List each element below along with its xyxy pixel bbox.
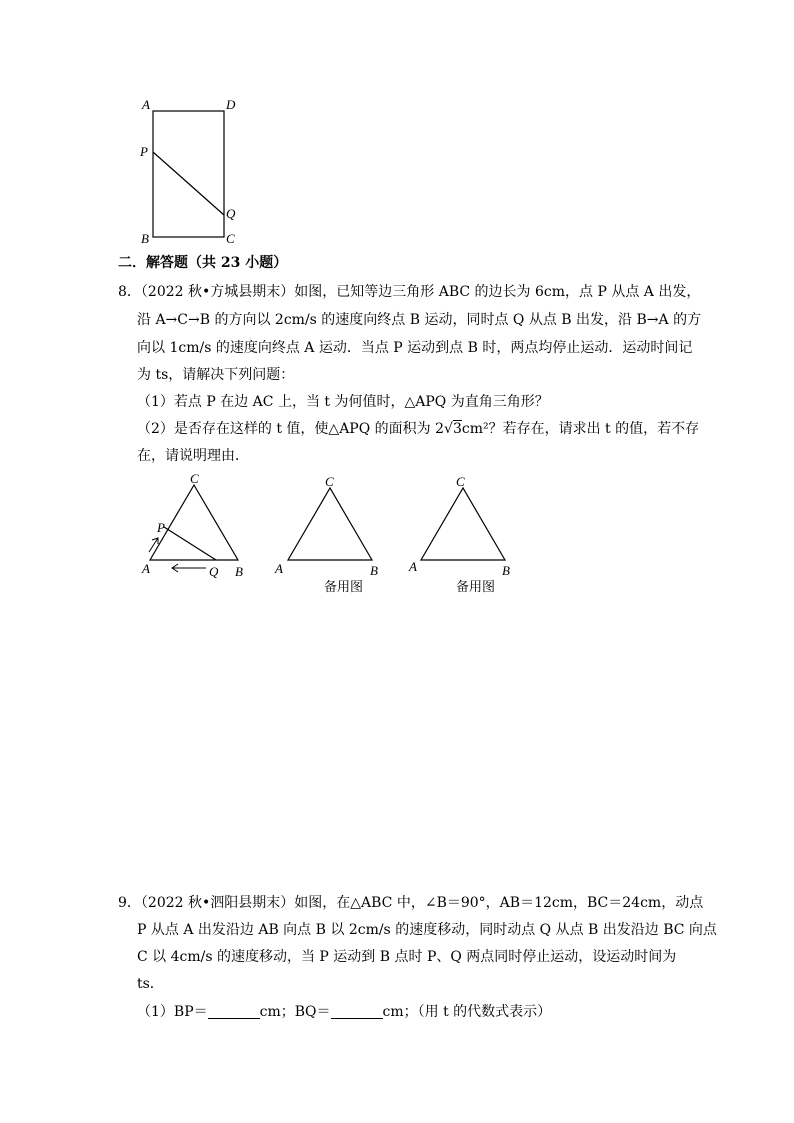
q8-figure-2-caption: 备用图 [324, 580, 364, 595]
label-a: A [142, 97, 150, 112]
q8-figure-1 [138, 470, 258, 582]
arrow-up-icon [149, 538, 158, 552]
label-a: A [275, 561, 283, 576]
answer-blank-bp[interactable] [208, 1004, 260, 1019]
sqrt-symbol: √ [444, 421, 453, 437]
q9-subquestion-1: （1）BP＝ cm；BQ＝ cm；（用 t 的代数式表示） [137, 1004, 552, 1020]
label-c: C [456, 474, 465, 489]
q8-number: 8． [118, 284, 141, 300]
label-c: C [325, 474, 334, 489]
triangle-abc [288, 488, 372, 560]
rectangle-figure [135, 95, 245, 247]
label-q: Q [226, 206, 236, 221]
q9-number: 9． [118, 895, 141, 911]
label-c: C [226, 231, 235, 246]
rectangle-abcd [153, 111, 224, 237]
q8-line2: 沿 A→C→B 的方向以 2cm/s 的速度向终点 B 运动，同时点 Q 从点 B 出发，沿 B→A 的方 [137, 312, 702, 328]
q9-line2: P 从点 A 出发沿边 AB 向点 B 以 2cm/s 的速度移动，同时动点 Q 从点 B 出发沿边 BC 向点 [137, 922, 717, 938]
q8-line3: 向以 1cm/s 的速度向终点 A 运动．当点 P 运动到点 B 时，两点均停止运动．运动时间记 [137, 340, 693, 356]
segment-pq [164, 527, 216, 560]
q8-subquestion-2: （2）是否存在这样的 t 值，使△APQ 的面积为 2√3cm²？若存在，请求出 t 的值，若不存 [137, 421, 700, 437]
segment-pq [153, 152, 224, 215]
q9-line1: 9．（2022 秋•泗阳县期末）如图，在△ABC 中，∠B＝90°，AB＝12cm，BC＝24cm，动点 [118, 895, 704, 911]
label-a: A [409, 559, 417, 574]
q8-line4: 为 ts，请解决下列问题： [137, 367, 295, 383]
label-p: P [157, 520, 165, 535]
triangle-abc [421, 488, 505, 560]
label-b: B [141, 231, 149, 246]
q8-figure-3-caption: 备用图 [456, 580, 496, 595]
sqrt-radicand: 3 [452, 421, 462, 437]
q8-figure-2 [270, 470, 390, 582]
label-c: C [190, 471, 199, 486]
q9-line4: ts． [137, 976, 164, 992]
section-heading: 二．解答题（共 23 小题） [118, 255, 288, 271]
q8-figure-3 [403, 470, 523, 582]
label-b: B [235, 564, 243, 579]
label-d: D [226, 97, 236, 112]
q9-line3: C 以 4cm/s 的速度移动，当 P 运动到 B 点时 P、Q 两点同时停止运动，设运动时间为 [137, 949, 677, 965]
label-b: B [502, 563, 510, 578]
label-a: A [142, 561, 150, 576]
q8-line1: 8．（2022 秋•方城县期末）如图，已知等边三角形 ABC 的边长为 6cm，点 P 从点 A 出发， [118, 284, 701, 300]
label-q: Q [209, 564, 219, 579]
label-p: P [140, 144, 148, 159]
label-b: B [370, 563, 378, 578]
answer-blank-bq[interactable] [331, 1004, 383, 1019]
q8-subquestion-1: （1）若点 P 在边 AC 上，当 t 为何值时，△APQ 为直角三角形？ [137, 394, 549, 410]
q8-subquestion-2-cont: 在，请说明理由． [137, 448, 249, 464]
